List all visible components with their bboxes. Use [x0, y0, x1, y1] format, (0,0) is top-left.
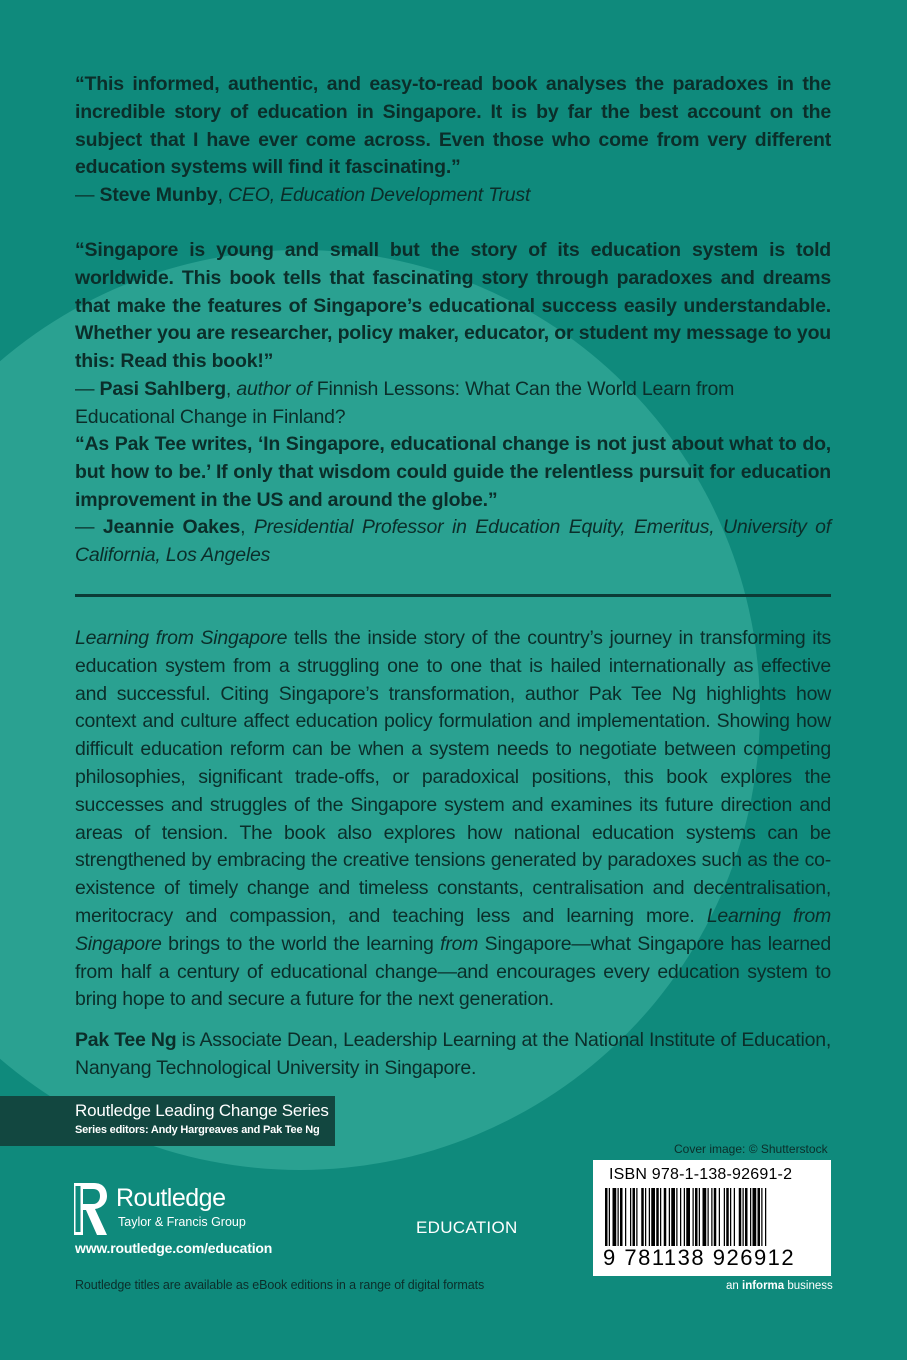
publisher-url[interactable]: www.routledge.com/education: [75, 1240, 273, 1256]
barcode-bar: [758, 1188, 761, 1246]
endorsement-quote: “This informed, authentic, and easy-to-read book analyses the paradoxes in the incredible story of education in Singapore. It is by far the best account on the subject that I have ever come across. Even those who come from very different education systems will find it fascinating.”: [75, 73, 831, 179]
isbn-barcode: [593, 1160, 831, 1276]
barcode-bar: [609, 1188, 610, 1246]
barcode-bar: [699, 1188, 700, 1246]
barcode-digits: 9 781138 926912: [603, 1245, 796, 1270]
series-banner: [0, 1096, 335, 1146]
barcode-bar: [671, 1188, 675, 1246]
barcode-bar: [695, 1188, 698, 1246]
book-description: [75, 625, 831, 1083]
barcode-bar: [680, 1188, 681, 1246]
endorser-name: Pasi Sahlberg: [99, 377, 226, 400]
routledge-logo-icon: [74, 1183, 108, 1235]
endorser-role: Presidential Professor in Education Equity, Emeritus, University of California, Los Angeles: [75, 516, 831, 567]
barcode-bar: [724, 1188, 725, 1246]
endorsement-attribution: — Steve Munby, CEO, Education Development Trust: [75, 184, 531, 207]
author-name: Pak Tee Ng: [75, 1029, 177, 1052]
barcode-bar: [649, 1188, 650, 1246]
barcode-bar: [620, 1188, 623, 1246]
category-label: EDUCATION: [416, 1218, 518, 1237]
endorsement-quote: “Singapore is young and small but the story of its education system is told worldwide. This book tells that fascinating story through paradoxes and dreams that make the features of Singapore’s educational success easily understandable. Whether you are researcher, policy maker, educator, or student my message to you this: Read this book!”: [75, 239, 831, 373]
endorsement-attribution: — Jeannie Oakes, Presidential Professor in Education Equity, Emeritus, University of California, Los Angeles: [75, 516, 831, 567]
barcode-bar: [605, 1188, 608, 1246]
barcode-bar: [664, 1188, 667, 1246]
barcode-bar: [625, 1188, 626, 1246]
barcode-bar: [693, 1188, 694, 1246]
divider: [75, 594, 831, 597]
endorsement-attribution: — Pasi Sahlberg, author of Finnish Lessons: What Can the World Learn from Educational Change in Finland?: [75, 377, 735, 428]
barcode-bar: [734, 1188, 735, 1246]
barcode-bar: [745, 1188, 748, 1246]
publisher-name: Routledge: [116, 1184, 226, 1212]
informa-tagline: an informa business: [726, 1280, 833, 1292]
barcode-bar: [708, 1188, 709, 1246]
barcode-bar: [711, 1188, 712, 1246]
author-bio: Pak Tee Ng is Associate Dean, Leadership Learning at the National Institute of Education, Nanyang Technological University in Singapore.: [75, 1029, 831, 1079]
barcode-bar: [719, 1188, 720, 1246]
barcode-bar: [730, 1188, 731, 1246]
barcode-bar: [651, 1188, 655, 1246]
endorsement-3: [75, 431, 831, 570]
series-editors: Series editors: Andy Hargreaves and Pak Tee Ng: [75, 1124, 320, 1136]
barcode-bar: [656, 1188, 659, 1246]
barcode-bar: [633, 1188, 636, 1246]
endorsement-quote: “As Pak Tee writes, ‘In Singapore, educational change is not just about what to do, but how to be.’ If only that wisdom could guide the relentless pursuit for education improvement in the US and around the globe.”: [75, 433, 831, 511]
barcode-bar: [750, 1188, 751, 1246]
cover-credit: Cover image: © Shutterstock: [674, 1142, 828, 1156]
endorser-role: author of: [236, 377, 317, 400]
barcode-bar: [686, 1188, 690, 1246]
series-title: Routledge Leading Change Series: [75, 1101, 329, 1120]
barcode-bar: [714, 1188, 717, 1246]
description-paragraph: Learning from Singapore tells the inside story of the country’s journey in transforming its education system from a struggling one to one that is hailed internationally as effective and successful. Citing Singapore’s transformation, author Pak Tee Ng highlights how context and culture affect education policy formulation and implementation. Showing how difficult education reform can be when a system needs to negotiate between competing philosophies, significant trade-offs, or paradoxical positions, this book explores the successes and struggles of the Singapore system and examines its future direction and areas of tension. The book also explores how national education systems can be strengthened by embracing the creative tensions generated by paradoxes such as the co-existence of timely change and timeless constants, centralisation and decentralisation, meritocracy and compassion, and teaching less and learning more. Learning from Singapore brings to the world the learning from Singapore—what Singapore has learned from half a century of educational change—and encourages every education system to bring hope to and secure a future for the next generation.: [75, 627, 831, 1011]
barcode-bar: [630, 1188, 631, 1246]
endorsement-2: [75, 237, 831, 432]
endorsement-1: [75, 71, 831, 210]
ebook-note: Routledge titles are available as eBook editions in a range of digital formats: [75, 1278, 485, 1292]
barcode-bar: [726, 1188, 729, 1246]
endorser-name: Jeannie Oakes: [102, 516, 241, 539]
barcode-bar: [669, 1188, 670, 1246]
barcode-bar: [641, 1188, 644, 1246]
barcode-bar: [618, 1188, 619, 1246]
barcode-bar: [765, 1188, 766, 1246]
barcode-bar: [753, 1188, 757, 1246]
publisher-group: Taylor & Francis Group: [118, 1215, 246, 1229]
endorser-book-title: Finnish Lessons: What Can the World Learn from Educational Change in Finland?: [75, 377, 735, 428]
isbn-label: ISBN 978-1-138-92691-2: [609, 1166, 793, 1183]
barcode-bar: [660, 1188, 661, 1246]
endorser-role: CEO, Education Development Trust: [228, 184, 531, 207]
barcode-bar: [703, 1188, 707, 1246]
barcode-bar: [743, 1188, 744, 1246]
barcode-bar: [739, 1188, 742, 1246]
barcode-bar: [676, 1188, 677, 1246]
barcode-bars: [605, 1188, 819, 1246]
barcode-bar: [645, 1188, 646, 1246]
endorser-name: Steve Munby: [99, 184, 218, 207]
barcode-bar: [613, 1188, 617, 1246]
barcode-bar: [636, 1188, 637, 1246]
barcode-bar: [761, 1188, 762, 1246]
barcode-bar: [684, 1188, 685, 1246]
